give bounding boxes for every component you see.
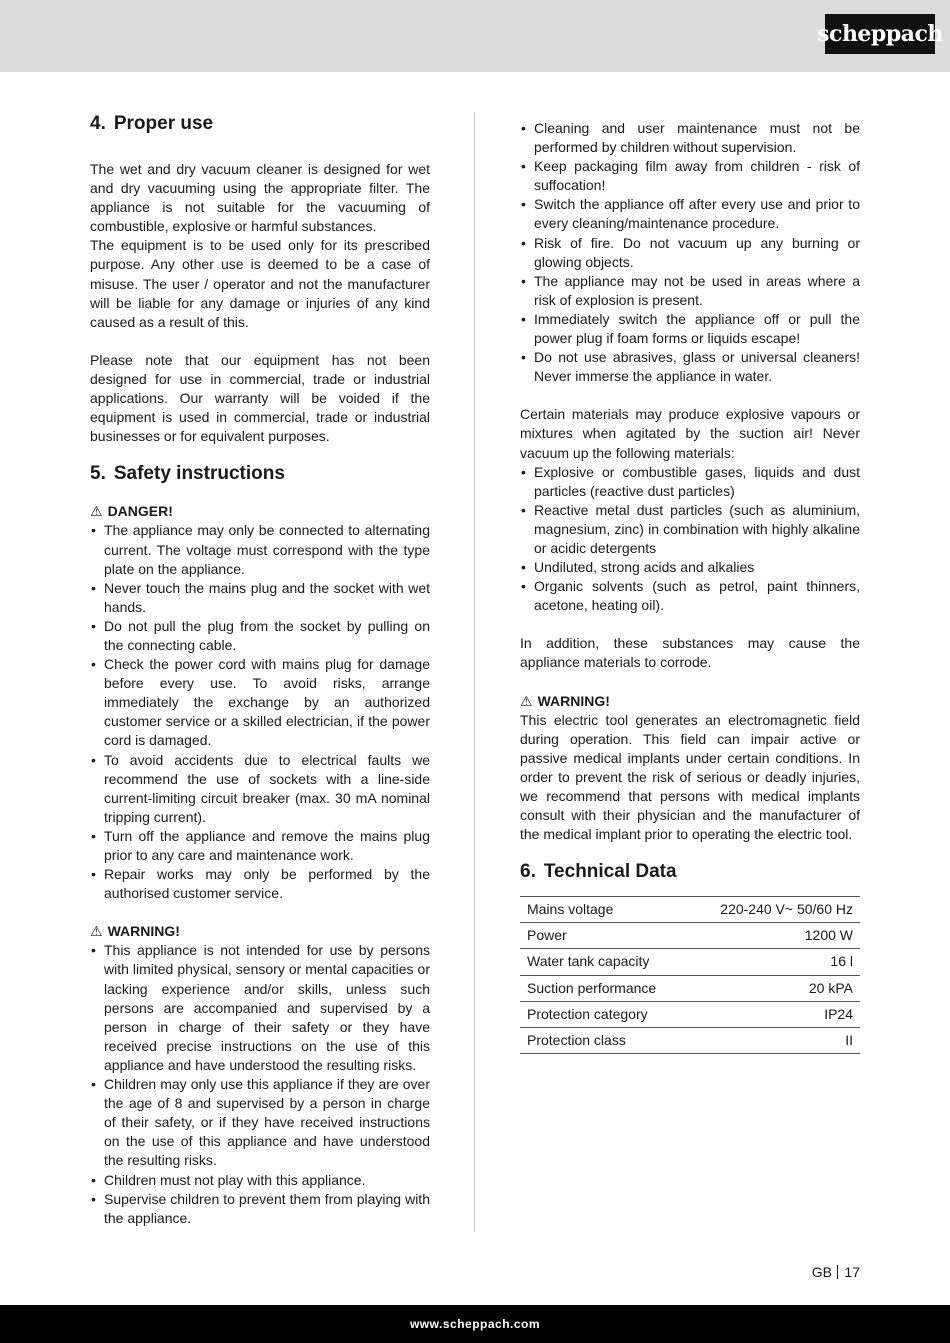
brand-logo: scheppach (825, 14, 935, 54)
list-item: • The appliance may only be connected to alternating current. The voltage must correspond with the type plate on the appliance. (90, 521, 430, 578)
footer-url[interactable]: www.scheppach.com (409, 1317, 541, 1331)
list-item: • Repair works may only be performed by the authorised customer service. (90, 865, 430, 903)
table-row: Water tank capacity 16 l (520, 949, 860, 975)
table-row: Protection category IP24 (520, 1001, 860, 1027)
materials-intro: Certain materials may produce explosive vapours or mixtures when agitated by the suction air! Never vacuum up the following materials: (520, 406, 860, 461)
section-4-heading: 4. Proper use (90, 113, 214, 134)
page-number: GB 17 (811, 1264, 860, 1280)
list-item: • Do not use abrasives, glass or universal cleaners! Never immerse the appliance in water. (520, 348, 860, 386)
list-item: • Reactive metal dust particles (such as aluminium, magnesium, zinc) in combination with highly alkaline or acidic detergents (520, 501, 860, 558)
section-4-para-2: The equipment is to be used only for its prescribed purpose. Any other use is deemed to be a case of misuse. The user / operator and not the manufacturer will be liable for any damage or injuries of any kind caused as a result of this. (90, 237, 430, 330)
table-row: Suction performance 20 kPA (520, 975, 860, 1001)
materials-list (520, 463, 860, 616)
warning-list (90, 941, 430, 1227)
section-5-heading: 5. Safety instructions (90, 463, 285, 485)
list-item: • Explosive or combustible gases, liquids and dust particles (reactive dust particles) (520, 463, 860, 501)
list-item: • Organic solvents (such as petrol, paint thinners, acetone, heating oil). (520, 577, 860, 615)
danger-heading: ⚠ DANGER! (90, 503, 173, 520)
table-row: Mains voltage 220-240 V~ 50/60 Hz (520, 897, 860, 923)
list-item: • Check the power cord with mains plug for damage before every use. To avoid risks, arrange immediately the exchange by an authorized customer service or a skilled electrician, if the power cord is damaged. (90, 655, 430, 750)
column-divider (474, 112, 475, 1232)
list-item: • The appliance may not be used in areas where a risk of explosion is present. (520, 272, 860, 310)
list-item: • Risk of fire. Do not vacuum up any burning or glowing objects. (520, 234, 860, 272)
section-4-para-1: The wet and dry vacuum cleaner is designed for wet and dry vacuuming using the appropriate filter. The appliance is not suitable for the vacuuming of combustible, explosive or harmful substances. (90, 161, 430, 235)
page-header (0, 0, 950, 72)
emf-warning-text: This electric tool generates an electromagnetic field during operation. This field can impair active or passive medical implants under certain conditions. In order to prevent the risk of serious or deadly injuries, we recommend that persons with medical implants consult with their physician and the manufacturer of the medical implant prior to operating the electric tool. (520, 711, 860, 843)
section-4-para-3: Please note that our equipment has not been designed for use in commercial, trade or industrial applications. Our warranty will be voided if the equipment is used in commercial, trade or industrial businesses or for equivalent purposes. (90, 351, 430, 445)
list-item: • Do not pull the plug from the socket by pulling on the connecting cable. (90, 617, 430, 655)
list-item: • To avoid accidents due to electrical faults we recommend the use of sockets with a line-side current-limiting circuit breaker (max. 30 mA nominal tripping current). (90, 751, 430, 827)
emf-warning-heading: ⚠ WARNING! (520, 692, 610, 709)
list-item: • This appliance is not intended for use by persons with limited physical, sensory or mental capacities or lacking experience and/or skills, unless such persons are accompanied and supervised by a person in charge of their safety or they have received precise instructions on the use of this appliance and have understood the resulting risks. (90, 941, 430, 1075)
warning-heading: ⚠ WARNING! (90, 923, 180, 940)
list-item: • Never touch the mains plug and the socket with wet hands. (90, 579, 430, 617)
page-footer (0, 1305, 950, 1343)
page-number-divider (837, 1265, 839, 1279)
corrode-note: In addition, these substances may cause the appliance materials to corrode. (520, 635, 860, 671)
list-item: • Undiluted, strong acids and alkalies (520, 558, 860, 577)
danger-list (90, 521, 430, 903)
left-column (90, 112, 430, 1228)
section-6-heading: 6. Technical Data (520, 861, 677, 883)
table-row: Protection class II (520, 1027, 860, 1053)
warning-triangle-icon: ⚠ (520, 692, 533, 709)
warning-triangle-icon: ⚠ (90, 923, 103, 940)
list-item: • Cleaning and user maintenance must not be performed by children without supervision. (520, 119, 860, 157)
list-item: • Immediately switch the appliance off or pull the power plug if foam forms or liquids escape! (520, 310, 860, 348)
list-item: • Keep packaging film away from children - risk of suffocation! (520, 157, 860, 195)
list-item: • Children must not play with this appliance. (90, 1171, 430, 1190)
list-item: • Children may only use this appliance if they are over the age of 8 and supervised by a person in charge of their safety, or if they have received instructions on the use of this appliance and have understood the resulting risks. (90, 1075, 430, 1170)
table-row: Power 1200 W (520, 923, 860, 949)
right-column (520, 119, 860, 1054)
safety-list-continued (520, 119, 860, 386)
list-item: • Turn off the appliance and remove the mains plug prior to any care and maintenance work. (90, 827, 430, 865)
list-item: • Switch the appliance off after every use and prior to every cleaning/maintenance procedure. (520, 195, 860, 233)
warning-triangle-icon: ⚠ (90, 503, 103, 520)
technical-data-table (520, 896, 860, 1054)
list-item: • Supervise children to prevent them from playing with the appliance. (90, 1190, 430, 1228)
